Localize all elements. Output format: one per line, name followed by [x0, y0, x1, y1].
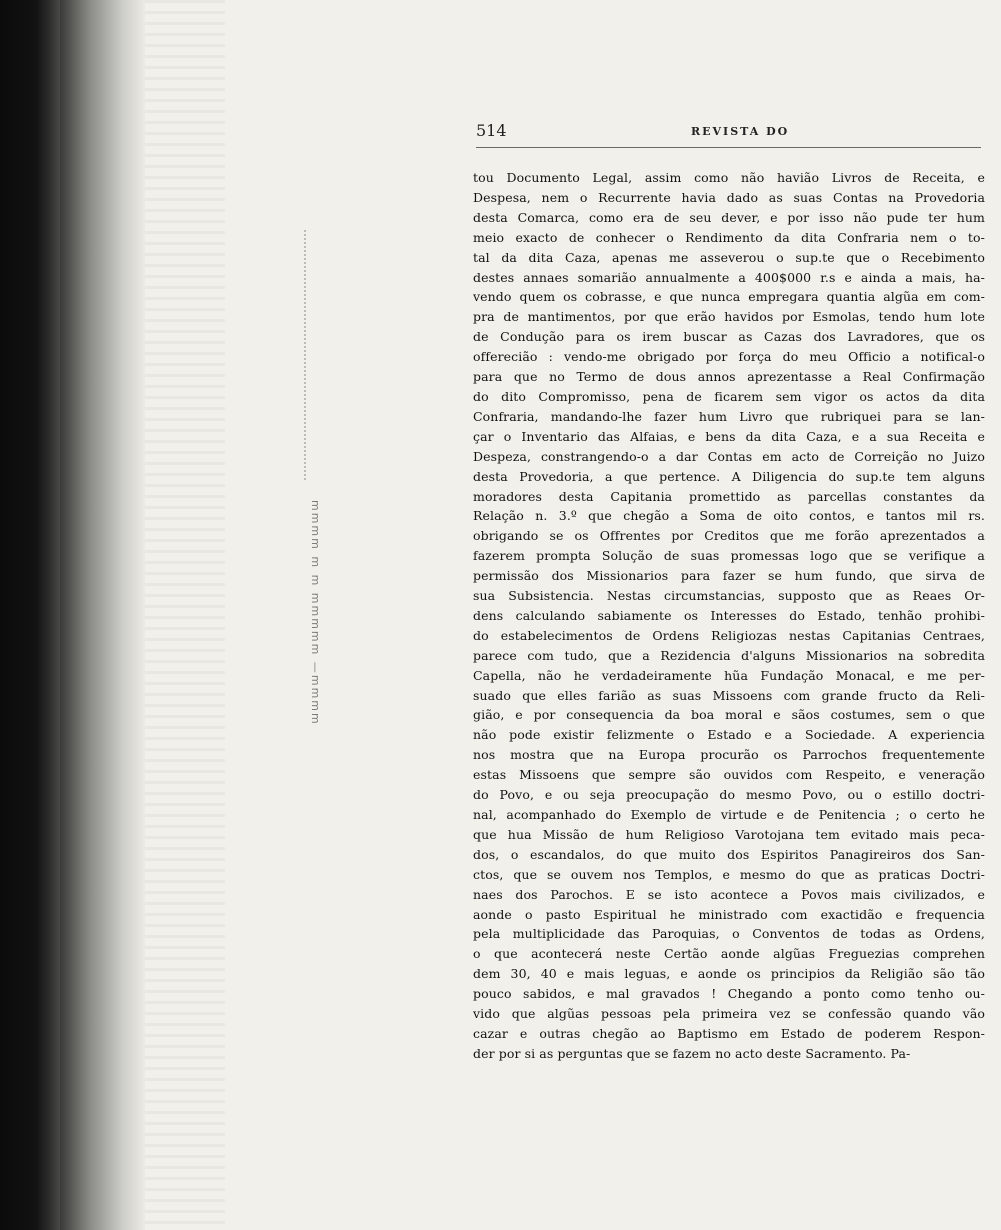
text-line: gião, e por consequencia da boa moral e sãos costumes, sem o que	[473, 707, 985, 723]
text-line: parece com tudo, que a Rezidencia d'alguns Missionarios na sobredita	[473, 647, 985, 663]
text-line: desta Provedoria, a que pertence. A Diligencia do sup.te tem alguns	[473, 468, 985, 484]
text-line: Relação n. 3.º que chegão a Soma de oito contos, e tantos mil rs.	[473, 508, 985, 524]
text-line: offerecião : vendo-me obrigado por força do meu Officio a notifical-o	[473, 349, 985, 365]
text-line: cazar e outras chegão ao Baptismo em Estado de poderem Respon-	[473, 1025, 985, 1041]
text-line: sua Subsistencia. Nestas circumstancias, supposto que as Reaes Or-	[473, 588, 985, 604]
running-head: REVISTA DO	[691, 125, 790, 138]
text-line: não pode existir felizmente o Estado e a Sociedade. A experiencia	[473, 727, 985, 743]
text-line: dens calculando sabiamente os Interesses do Estado, tenhão prohibi-	[473, 607, 985, 623]
binding-shadow	[60, 0, 145, 1230]
text-line: nos mostra que na Europa procurão os Parrochos frequentemente	[473, 747, 985, 763]
text-line: nal, acompanhado do Exemplo de virtude e de Penitencia ; o certo he	[473, 807, 985, 822]
text-line: pela multiplicidade das Paroquias, o Conventos de todas as Ordens,	[473, 926, 985, 942]
text-line: do estabelecimentos de Ordens Religiozas nestas Capitanias Centraes,	[473, 627, 985, 643]
text-line: desta Comarca, como era de seu dever, e por isso não pude ter hum	[473, 209, 985, 225]
text-line: naes dos Parochos. E se isto acontece a Povos mais civilizados, e	[473, 886, 985, 902]
page-number: 514	[476, 121, 507, 140]
text-line: pouco sabidos, e mal gravados ! Chegando a ponto como tenho ou-	[473, 986, 985, 1002]
text-line: ctos, que se ouvem nos Templos, e mesmo do que as praticas Doctri-	[473, 866, 985, 882]
text-line: Despesa, nem o Recurrente havia dado as suas Contas na Provedoria	[473, 189, 985, 205]
text-line: suado que elles farião as suas Missoens com grande fructo da Reli-	[473, 687, 985, 703]
bleed-through-text: mmmm m m mmmmm —mmmm	[309, 500, 322, 726]
text-line: vendo quem os cobrasse, e que nunca empregara quantia algũa em com-	[473, 289, 985, 305]
text-line: çar o Inventario das Alfaias, e bens da dita Caza, e a sua Receita e	[473, 428, 985, 444]
text-line: Confraria, mandando-lhe fazer hum Livro que rubriquei para se lan-	[473, 408, 985, 424]
text-line: Capella, não he verdadeiramente hũa Fundação Monacal, e me per-	[473, 667, 985, 683]
text-line: o que acontecerá neste Certão aonde algũas Freguezias comprehen	[473, 946, 985, 962]
book-binding-edge	[0, 0, 60, 1230]
text-line: para que no Termo de dous annos aprezentasse a Real Confirmação	[473, 369, 985, 385]
text-line: tal da dita Caza, apenas me asseverou o sup.te que o Recebimento	[473, 249, 985, 265]
text-line: fazerem prompta Solução de suas promessas logo que se verifique a	[473, 548, 985, 564]
text-line: dos, o escandalos, do que muito dos Espiritos Panagireiros dos San-	[473, 846, 985, 862]
text-line: dem 30, 40 e mais leguas, e aonde os principios da Religião são tão	[473, 966, 985, 982]
text-line: aonde o pasto Espiritual he ministrado com exactidão e frequencia	[473, 906, 985, 922]
page-header	[476, 121, 981, 148]
text-line: que hua Missão de hum Religioso Varotojana tem evitado mais peca-	[473, 826, 985, 842]
text-line: pra de mantimentos, por que erão havidos por Esmolas, tendo hum lote	[473, 309, 985, 325]
text-line: do Povo, e ou seja preocupação do mesmo Povo, ou o estillo doctri-	[473, 787, 985, 803]
text-line: de Condução para os irem buscar as Cazas dos Lavradores, que os	[473, 329, 985, 345]
text-line: permissão dos Missionarios para fazer se hum fundo, que sirva de	[473, 568, 985, 584]
text-line: destes annaes somarião annualmente a 400$000 r.s e ainda a mais, ha-	[473, 269, 985, 285]
text-line: moradores desta Capitania promettido as parcellas constantes da	[473, 488, 985, 504]
text-line: meio exacto de conhecer o Rendimento da dita Confraria nem o to-	[473, 229, 985, 245]
text-line: der por si as perguntas que se fazem no acto deste Sacramento. Pa-	[473, 1045, 911, 1061]
bleed-through-marks	[304, 230, 320, 480]
body-text	[473, 168, 985, 1064]
gutter-scan-noise	[145, 0, 225, 1230]
text-line: tou Documento Legal, assim como não havião Livros de Receita, e	[473, 170, 985, 185]
text-line: do dito Compromisso, pena de ficarem sem vigor os actos da dita	[473, 388, 985, 404]
text-line: estas Missoens que sempre são ouvidos com Respeito, e veneração	[473, 767, 985, 783]
text-line: vido que algũas pessoas pela primeira vez se confessão quando vão	[473, 1006, 985, 1022]
text-line: Despeza, constrangendo-o a dar Contas em acto de Correição no Juizo	[473, 448, 985, 464]
text-line: obrigando se os Offrentes por Creditos que me forão aprezentados a	[473, 528, 985, 544]
